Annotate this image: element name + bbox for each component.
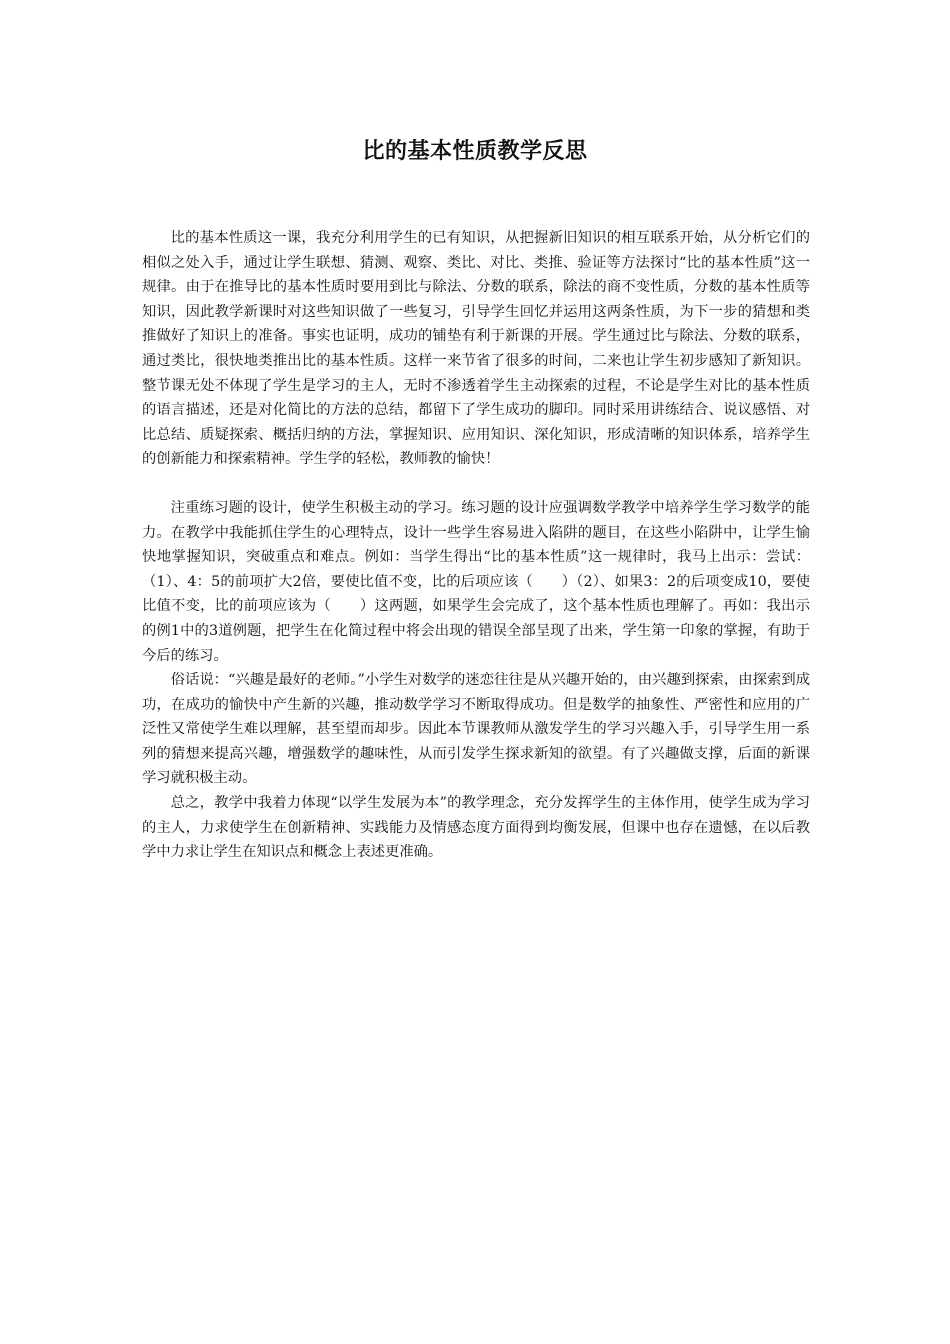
paragraph-intro: 比的基本性质这一课，我充分利用学生的已有知识，从把握新旧知识的相互联系开始，从分析它们的相似之处入手，通过让学生联想、猜测、观察、类比、对比、类推、验证等方法探讨“比的基本性质”这一规律。由于在推导比的基本性质时要用到比与除法、分数的联系，除法的商不变性质，分数的基本性质等知识，因此教学新课时对这些知识做了一些复习，引导学生回忆并运用这两条性质，为下一步的猜想和类推做好了知识上的准备。事实也证明，成功的铺垫有利于新课的开展。学生通过比与除法、分数的联系，通过类比，很快地类推出比的基本性质。这样一来节省了很多的时间，二来也让学生初步感知了新知识。整节课无处不体现了学生是学习的主人，无时不渗透着学生主动探索的过程，不论是学生对比的基本性质的语言描述，还是对化简比的方法的总结，都留下了学生成功的脚印。同时采用讲练结合、说议感悟、对比总结、质疑探索、概括归纳的方法，掌握知识、应用知识、深化知识，形成清晰的知识体系，培养学生的创新能力和探索精神。学生学的轻松，教师教的愉快！ — [142, 230, 810, 468]
paragraph-interest: 俗话说：“兴趣是最好的老师。”小学生对数学的迷恋往往是从兴趣开始的，由兴趣到探索，由探索到成功，在成功的愉快中产生新的兴趣，推动数学学习不断取得成功。但是数学的抽象性、严密性和应用的广泛性又常使学生难以理解，甚至望而却步。因此本节课教师从激发学生的学习兴趣入手，引导学生用一系列的猜想来提高兴趣，增强数学的趣味性，从而引发学生探求新知的欲望。有了兴趣做支撑，后面的新课学习就积极主动。 — [142, 672, 810, 787]
paragraph-summary: 总之，教学中我着力体现“以学生发展为本”的教学理念，充分发挥学生的主体作用，使学生成为学习的主人，力求使学生在创新精神、实践能力及情感态度方面得到均衡发展，但课中也存在遗憾，在以后教学中力求让学生在知识点和概念上表述更准确。 — [142, 795, 810, 861]
paragraph-exercises: 注重练习题的设计，使学生积极主动的学习。练习题的设计应强调数学教学中培养学生学习数学的能力。在教学中我能抓住学生的心理特点，设计一些学生容易进入陷阱的题目，在这些小陷阱中，让学生愉快地掌握知识，突破重点和难点。例如：当学生得出“比的基本性质”这一规律时，我马上出示：尝试：（1）、4：5的前项扩大2倍，要使比值不变，比的后项应该（ ）（2）、如果3：2的后项变成10，要使比值不变，比的前项应该为（ ）这两题，如果学生会完成了，这个基本性质也理解了。再如：我出示的例1中的3道例题，把学生在化简过程中将会出现的错误全部呈现了出来，学生第一印象的掌握，有助于今后的练习。 — [142, 499, 810, 664]
paragraph-gap — [142, 472, 810, 496]
document-title: 比的基本性质教学反思 — [362, 139, 588, 164]
document-body — [142, 226, 810, 865]
